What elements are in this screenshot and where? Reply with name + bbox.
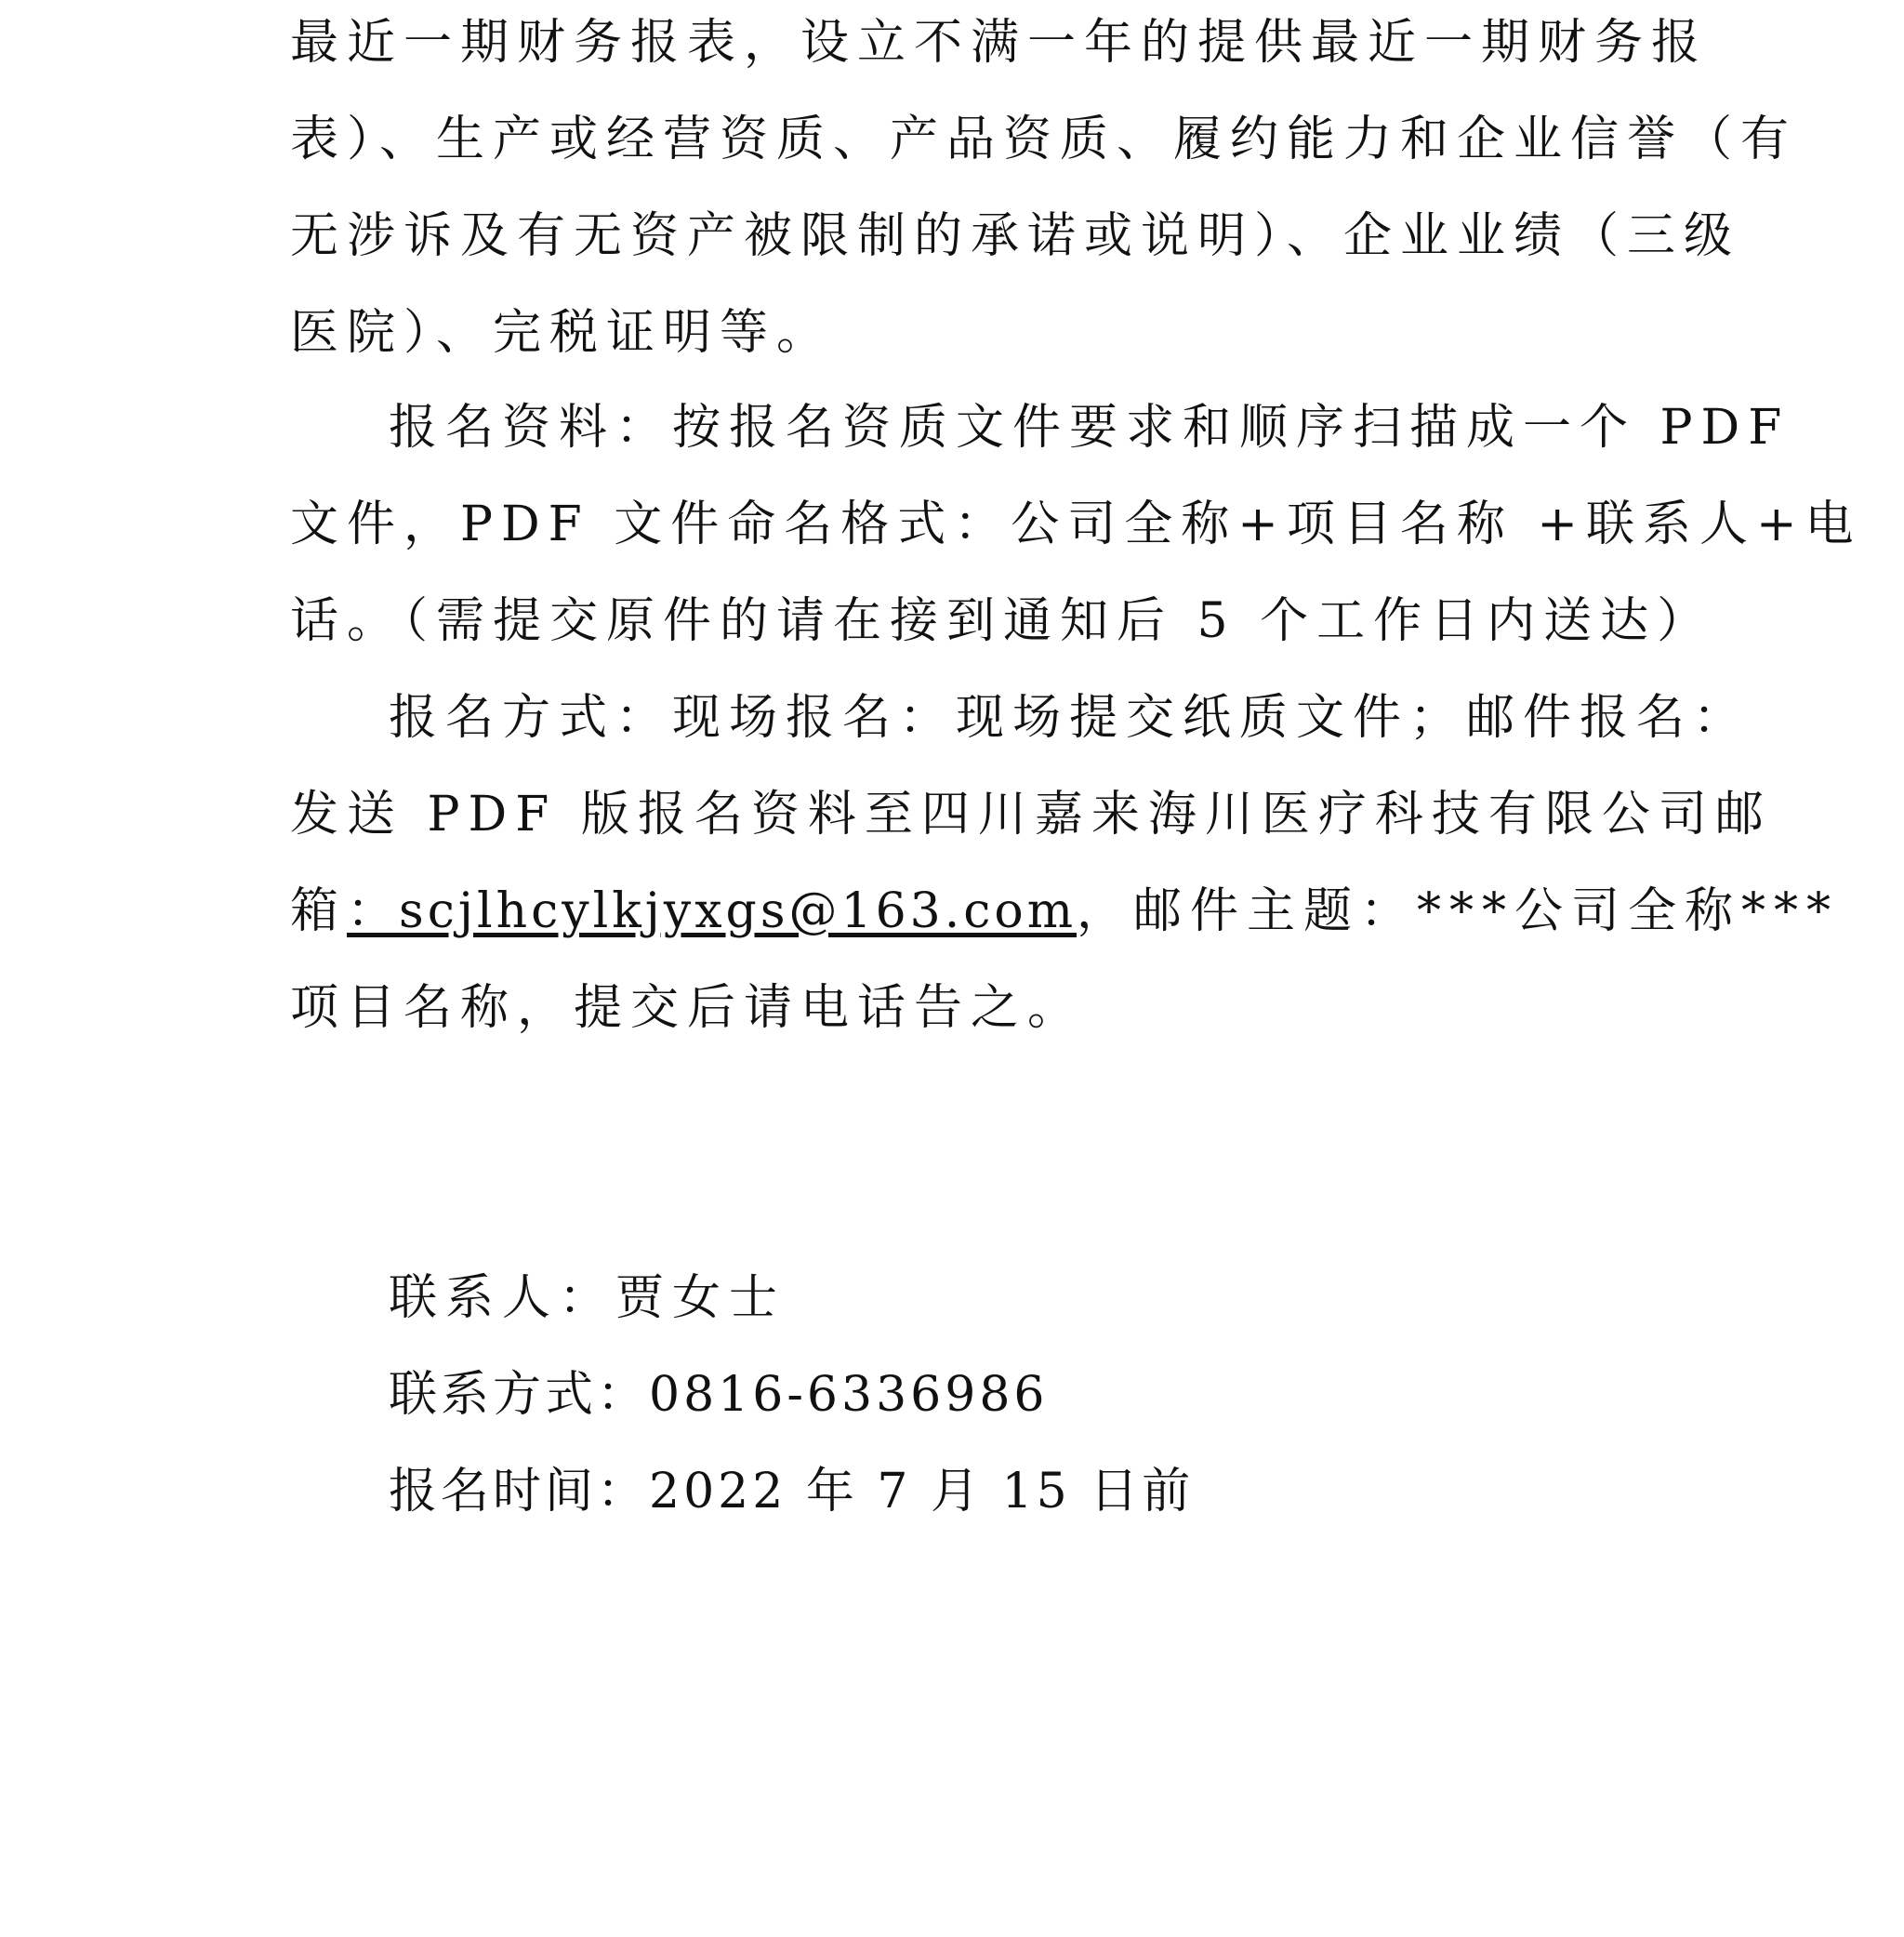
paragraph-line-3: 无涉诉及有无资产被限制的承诺或说明）、企业业绩（三级: [290, 208, 1741, 264]
email-line: [290, 882, 1839, 941]
registration-materials-line-1: 报名资料：按报名资质文件要求和顺序扫描成一个 PDF: [389, 400, 1791, 456]
email-line-suffix: ，邮件主题：***公司全称***: [1077, 883, 1840, 939]
email-link[interactable]: ：scjlhcylkjyxgs@163.com: [347, 883, 1078, 939]
paragraph-line-1: 最近一期财务报表，设立不满一年的提供最近一期财务报: [290, 15, 1709, 71]
contact-person: 联系人：贾女士: [389, 1270, 787, 1326]
registration-deadline: 报名时间：2022 年 7 月 15 日前: [389, 1464, 1195, 1519]
paragraph-line-4: 医院）、完税证明等。: [290, 305, 834, 361]
paragraph-line-2: 表）、生产或经营资质、产品资质、履约能力和企业信誉（有: [290, 112, 1798, 167]
registration-method-line-1: 报名方式：现场报名：现场提交纸质文件；邮件报名：: [389, 690, 1751, 746]
email-line-prefix: 箱: [290, 883, 348, 939]
registration-materials-line-2: 文件，PDF 文件命名格式：公司全称+项目名称 +联系人+电: [290, 497, 1862, 552]
registration-method-line-2: 发送 PDF 版报名资料至四川嘉来海川医疗科技有限公司邮: [290, 787, 1772, 842]
subject-line: 项目名称，提交后请电话告之。: [290, 980, 1085, 1036]
contact-phone: 联系方式：0816-6336986: [389, 1367, 1049, 1423]
registration-materials-line-3: 话。（需提交原件的请在接到通知后 5 个工作日内送达）: [290, 593, 1714, 649]
